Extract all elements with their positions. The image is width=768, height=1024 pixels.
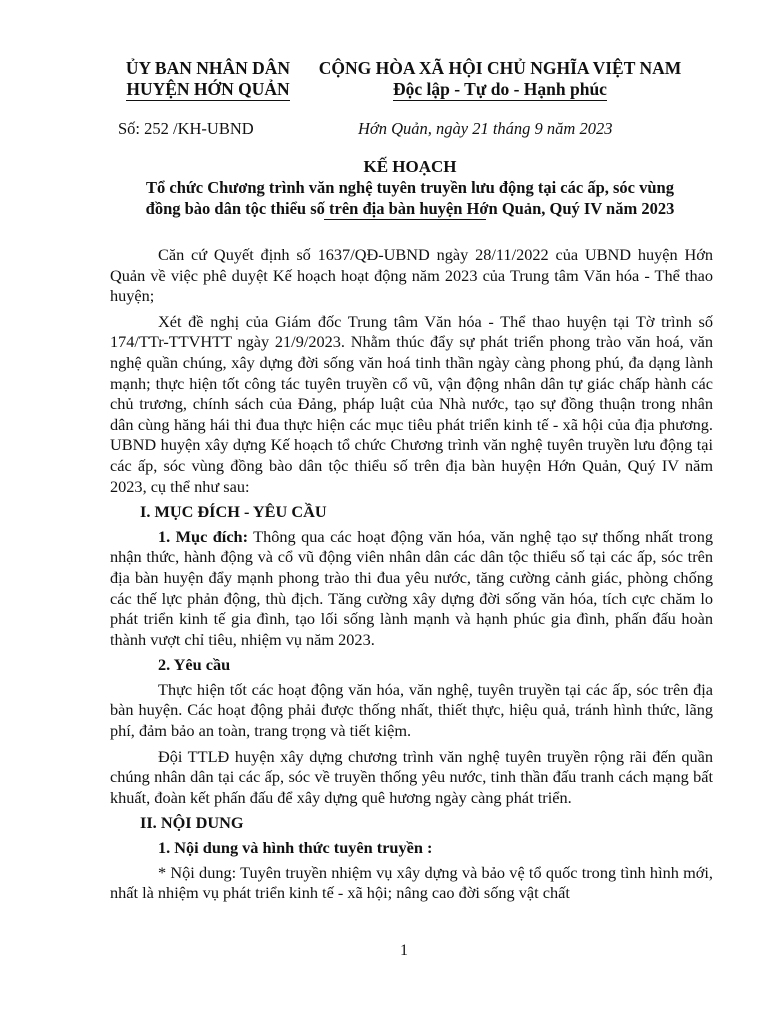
requirement-heading: 2. Yêu cầu xyxy=(158,655,231,675)
authority-line2: HUYỆN HỚN QUẢN xyxy=(126,79,290,99)
document-number: Số: 252 /KH-UBND xyxy=(118,119,254,138)
paragraph-content: * Nội dung: Tuyên truyền nhiệm vụ xây dựng và bảo vệ tổ quốc trong tình hình mới, nhất là nhiệm vụ phát triển kinh tế - xã hội; nâng cao đời sống vật chất xyxy=(110,862,713,903)
paragraph-requirement-2: Đội TTLĐ huyện xây dựng chương trình văn nghệ tuyên truyền rộng rãi đến quần chúng nhân dân tại các ấp, sóc về truyền thống yêu nước, tinh thần đấu tranh cách mạng bất khuất, đoàn kết phấn đấu để xây dựng quê hương ngày càng phát triển. xyxy=(110,746,713,807)
purpose-label: 1. Mục đích: xyxy=(158,526,249,546)
authority-line1: ỦY BAN NHÂN DÂN xyxy=(125,58,291,78)
document-title xyxy=(100,156,720,219)
purpose-text: Thông qua các hoạt động văn hóa, văn nghệ tạo sự thống nhất trong nhận thức, hành động và cổ vũ động viên nhân dân các dân tộc thiểu số tại các ấp, sóc trên địa bàn huyện đẩy mạnh phong trào thi đua yêu nước, tăng cường cảnh giác, phòng chống các thế lực phản động, thù địch. Tăng cường xây dựng đời sống văn hóa, tích cực chăm lo phát triển kinh tế gia đình, tạo lối sống lành mạnh và hạnh phúc gia đình, phấn đấu hoàn thành vượt chỉ tiêu, nhiệm vụ năm 2023. xyxy=(110,526,713,649)
issuing-authority xyxy=(108,58,308,101)
document-body xyxy=(110,245,713,909)
title-line1: Tổ chức Chương trình văn nghệ tuyên truyền lưu động tại các ấp, sóc vùng xyxy=(146,178,674,197)
title-line2: đồng bào dân tộc thiểu số trên địa bàn huyện Hớn Quản, Quý IV năm 2023 xyxy=(145,199,675,218)
national-motto: Độc lập - Tự do - Hạnh phúc xyxy=(393,79,607,99)
subsection-heading-content: 1. Nội dung và hình thức tuyên truyền : xyxy=(158,838,433,858)
paragraph-purpose xyxy=(110,527,713,651)
national-title-line1: CỘNG HÒA XÃ HỘI CHỦ NGHĨA VIỆT NAM xyxy=(318,58,682,78)
national-title xyxy=(300,58,700,101)
section-heading-2: II. NỘI DUNG xyxy=(140,813,244,833)
document-date: Hớn Quản, ngày 21 tháng 9 năm 2023 xyxy=(358,119,613,138)
page-number: 1 xyxy=(400,942,408,959)
document-type: KẾ HOẠCH xyxy=(363,157,457,176)
paragraph-requirement-1: Thực hiện tốt các hoạt động văn hóa, văn nghệ, tuyên truyền tại các ấp, sóc trên địa bàn huyện. Các hoạt động phải được thống nhất, thiết thực, hiệu quả, tránh hình thức, lãng phí, đảm bảo an toàn, trang trọng và tiết kiệm. xyxy=(110,679,713,741)
paragraph-legal-basis: Căn cứ Quyết định số 1637/QĐ-UBND ngày 28/11/2022 của UBND huyện Hớn Quản về việc phê duyệt Kế hoạch hoạt động năm 2023 của Trung tâm Văn hóa - Thể thao huyện; xyxy=(110,245,713,306)
title-underline xyxy=(324,219,486,220)
section-heading-1: I. MỤC ĐÍCH - YÊU CẦU xyxy=(140,502,327,522)
paragraph-proposal: Xét đề nghị của Giám đốc Trung tâm Văn hóa - Thể thao huyện tại Tờ trình số 174/TTr-TTVHTT ngày 21/9/2023. Nhằm thúc đẩy sự phát triển phong trào văn hoá, văn nghệ quần chúng, xây dựng đời sống văn hoá tinh thần ngày càng phong phú, đa dạng lành mạnh; thực hiện tốt công tác tuyên truyền cổ vũ, vận động nhân dân tự giác chấp hành các chủ trương, chính sách của Đảng, pháp luật của Nhà nước, tạo sự đồng thuận trong nhân dân cùng hăng hái thi đua thực hiện các mục tiêu phát triển kinh tế - xã hội của địa phương. UBND huyện xây dựng Kế hoạch tổ chức Chương trình văn nghệ tuyên truyền lưu động tại các ấp, sóc vùng đồng bào dân tộc thiểu số trên địa bàn huyện Hớn Quản, Quý IV năm 2023, cụ thể như sau: xyxy=(110,311,713,496)
